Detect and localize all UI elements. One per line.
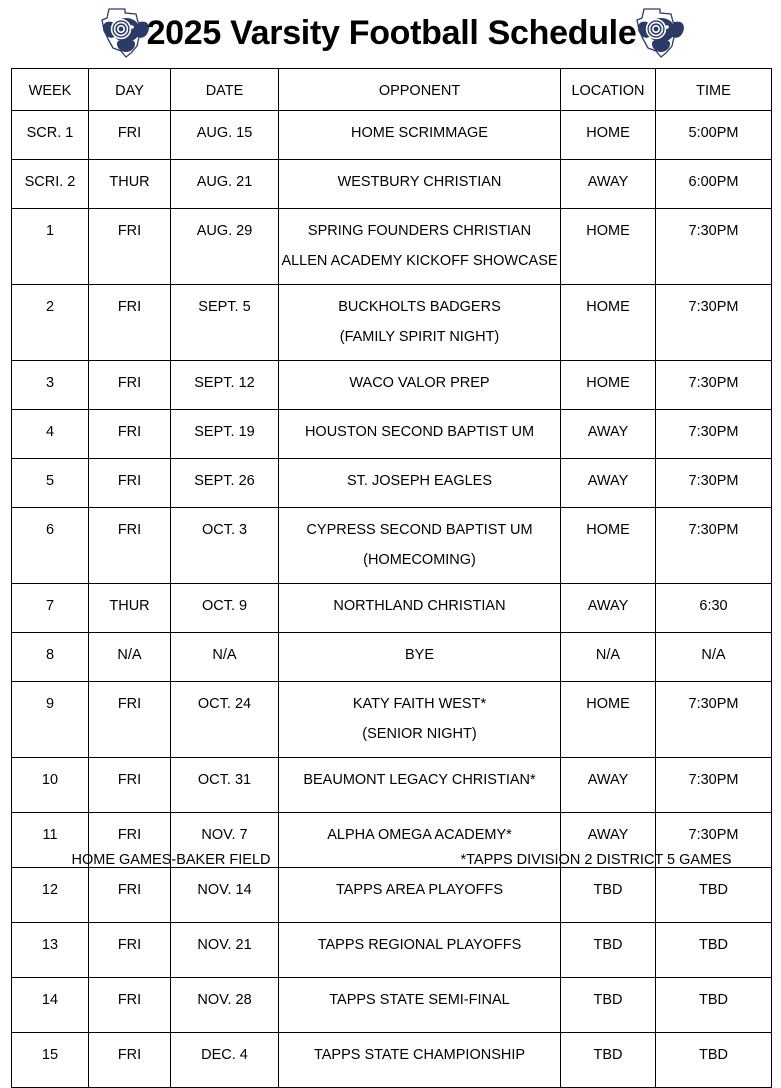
schedule-table xyxy=(11,68,772,1088)
opponent-line: NORTHLAND CHRISTIAN xyxy=(333,598,506,614)
opponent-line: HOME SCRIMMAGE xyxy=(351,125,488,141)
schedule-table-container xyxy=(11,68,771,1088)
cell-opponent xyxy=(279,978,561,1033)
cell-location: TBD xyxy=(561,868,656,923)
opponent-line: WACO VALOR PREP xyxy=(349,375,490,391)
table-row xyxy=(12,508,772,584)
cell-opponent xyxy=(279,868,561,923)
opponent-line: BEAUMONT LEGACY CHRISTIAN* xyxy=(303,772,536,788)
opponent-line: TAPPS STATE SEMI-FINAL xyxy=(329,992,510,1008)
cell-day: FRI xyxy=(89,410,171,459)
opponent-line: WESTBURY CHRISTIAN xyxy=(337,174,502,190)
cell-location: HOME xyxy=(561,111,656,160)
table-row xyxy=(12,633,772,682)
cell-location: TBD xyxy=(561,923,656,978)
cell-day: FRI xyxy=(89,361,171,410)
cell-week: 3 xyxy=(12,361,89,410)
cell-location: HOME xyxy=(561,508,656,584)
cell-opponent xyxy=(279,459,561,508)
cell-day: N/A xyxy=(89,633,171,682)
table-row xyxy=(12,459,772,508)
cell-opponent xyxy=(279,361,561,410)
texas-ram-logo-icon xyxy=(95,6,151,60)
page-title: 2025 Varsity Football Schedule xyxy=(146,14,637,52)
schedule-footer xyxy=(11,847,771,873)
opponent-line: HOUSTON SECOND BAPTIST UM xyxy=(304,424,535,440)
cell-location: HOME xyxy=(561,682,656,758)
cell-day: FRI xyxy=(89,285,171,361)
cell-week: 2 xyxy=(12,285,89,361)
table-row xyxy=(12,410,772,459)
cell-week: 4 xyxy=(12,410,89,459)
cell-day: FRI xyxy=(89,508,171,584)
opponent-line: CYPRESS SECOND BAPTIST UM xyxy=(306,522,533,538)
cell-day: FRI xyxy=(89,209,171,285)
cell-time: 7:30PM xyxy=(656,209,772,285)
cell-location: AWAY xyxy=(561,410,656,459)
cell-week: 15 xyxy=(12,1033,89,1088)
cell-time: N/A xyxy=(656,633,772,682)
footer-home-field-note: HOME GAMES-BAKER FIELD xyxy=(71,852,271,868)
cell-date: OCT. 24 xyxy=(171,682,279,758)
cell-day: FRI xyxy=(89,459,171,508)
cell-date: AUG. 15 xyxy=(171,111,279,160)
cell-day: FRI xyxy=(89,868,171,923)
column-header-week: WEEK xyxy=(12,69,89,111)
cell-opponent xyxy=(279,1033,561,1088)
table-body xyxy=(12,111,772,1088)
cell-location: N/A xyxy=(561,633,656,682)
cell-date: SEPT. 19 xyxy=(171,410,279,459)
cell-location: TBD xyxy=(561,1033,656,1088)
table-row xyxy=(12,682,772,758)
table-row xyxy=(12,978,772,1033)
cell-date: OCT. 3 xyxy=(171,508,279,584)
cell-time: 6:30 xyxy=(656,584,772,633)
cell-week: 12 xyxy=(12,868,89,923)
footer-district-games-note: *TAPPS DIVISION 2 DISTRICT 5 GAMES xyxy=(460,852,732,868)
cell-time: TBD xyxy=(656,978,772,1033)
opponent-line: BYE xyxy=(404,647,434,663)
cell-opponent xyxy=(279,633,561,682)
opponent-line: (HOMECOMING) xyxy=(363,552,476,568)
cell-date: SEPT. 12 xyxy=(171,361,279,410)
table-row xyxy=(12,285,772,361)
cell-date: AUG. 29 xyxy=(171,209,279,285)
table-row xyxy=(12,758,772,813)
cell-location: AWAY xyxy=(561,459,656,508)
cell-week: 14 xyxy=(12,978,89,1033)
cell-location: AWAY xyxy=(561,160,656,209)
cell-week: 10 xyxy=(12,758,89,813)
cell-opponent xyxy=(279,682,561,758)
cell-opponent xyxy=(279,410,561,459)
cell-week: 13 xyxy=(12,923,89,978)
cell-day: FRI xyxy=(89,111,171,160)
cell-time: 5:00PM xyxy=(656,111,772,160)
cell-week: 7 xyxy=(12,584,89,633)
column-header-date: DATE xyxy=(171,69,279,111)
cell-location: AWAY xyxy=(561,584,656,633)
table-row xyxy=(12,160,772,209)
cell-time: 7:30PM xyxy=(656,813,772,868)
cell-location: AWAY xyxy=(561,758,656,813)
opponent-line: TAPPS AREA PLAYOFFS xyxy=(335,882,504,898)
opponent-line: BUCKHOLTS BADGERS xyxy=(338,299,501,315)
cell-location: TBD xyxy=(561,978,656,1033)
cell-time: 7:30PM xyxy=(656,410,772,459)
cell-location: AWAY xyxy=(561,813,656,868)
cell-date: N/A xyxy=(171,633,279,682)
cell-time: 7:30PM xyxy=(656,682,772,758)
cell-day: FRI xyxy=(89,923,171,978)
cell-week: 1 xyxy=(12,209,89,285)
cell-opponent xyxy=(279,508,561,584)
cell-opponent xyxy=(279,285,561,361)
column-header-location: LOCATION xyxy=(561,69,656,111)
cell-time: 7:30PM xyxy=(656,459,772,508)
cell-week: 9 xyxy=(12,682,89,758)
cell-date: SEPT. 26 xyxy=(171,459,279,508)
cell-opponent xyxy=(279,111,561,160)
cell-week: 8 xyxy=(12,633,89,682)
cell-time: 6:00PM xyxy=(656,160,772,209)
opponent-line: (SENIOR NIGHT) xyxy=(362,726,477,742)
cell-time: TBD xyxy=(656,868,772,923)
opponent-line: (FAMILY SPIRIT NIGHT) xyxy=(339,329,500,345)
cell-day: THUR xyxy=(89,160,171,209)
cell-time: 7:30PM xyxy=(656,361,772,410)
cell-day: FRI xyxy=(89,978,171,1033)
cell-opponent xyxy=(279,209,561,285)
column-header-time: TIME xyxy=(656,69,772,111)
cell-location: HOME xyxy=(561,285,656,361)
cell-opponent xyxy=(279,758,561,813)
cell-date: NOV. 28 xyxy=(171,978,279,1033)
cell-location: HOME xyxy=(561,361,656,410)
cell-time: TBD xyxy=(656,1033,772,1088)
opponent-line: TAPPS REGIONAL PLAYOFFS xyxy=(317,937,522,953)
table-row xyxy=(12,868,772,923)
cell-time: 7:30PM xyxy=(656,508,772,584)
cell-week: 11 xyxy=(12,813,89,868)
table-row xyxy=(12,209,772,285)
cell-opponent xyxy=(279,923,561,978)
column-header-day: DAY xyxy=(89,69,171,111)
cell-day: FRI xyxy=(89,1033,171,1088)
table-header-row xyxy=(12,69,772,111)
cell-date: NOV. 21 xyxy=(171,923,279,978)
cell-week: 6 xyxy=(12,508,89,584)
cell-date: OCT. 31 xyxy=(171,758,279,813)
cell-day: FRI xyxy=(89,813,171,868)
opponent-line: SPRING FOUNDERS CHRISTIAN xyxy=(307,223,532,239)
column-header-opponent: OPPONENT xyxy=(279,69,561,111)
opponent-line: TAPPS STATE CHAMPIONSHIP xyxy=(313,1047,526,1063)
table-row xyxy=(12,361,772,410)
cell-time: 7:30PM xyxy=(656,285,772,361)
cell-day: FRI xyxy=(89,758,171,813)
texas-ram-logo-icon xyxy=(630,6,686,60)
cell-opponent xyxy=(279,160,561,209)
table-row xyxy=(12,111,772,160)
opponent-line: ALPHA OMEGA ACADEMY* xyxy=(327,827,512,843)
cell-day: FRI xyxy=(89,682,171,758)
cell-date: SEPT. 5 xyxy=(171,285,279,361)
cell-location: HOME xyxy=(561,209,656,285)
opponent-line: ST. JOSEPH EAGLES xyxy=(346,473,493,489)
cell-date: NOV. 14 xyxy=(171,868,279,923)
opponent-line: ALLEN ACADEMY KICKOFF SHOWCASE xyxy=(281,253,558,269)
cell-date: OCT. 9 xyxy=(171,584,279,633)
cell-date: AUG. 21 xyxy=(171,160,279,209)
cell-opponent xyxy=(279,584,561,633)
cell-week: SCR. 1 xyxy=(12,111,89,160)
cell-week: 5 xyxy=(12,459,89,508)
table-row xyxy=(12,1033,772,1088)
cell-day: THUR xyxy=(89,584,171,633)
cell-time: 7:30PM xyxy=(656,758,772,813)
page-header xyxy=(0,4,781,62)
cell-date: DEC. 4 xyxy=(171,1033,279,1088)
cell-date: NOV. 7 xyxy=(171,813,279,868)
cell-time: TBD xyxy=(656,923,772,978)
opponent-line: KATY FAITH WEST* xyxy=(352,696,487,712)
table-row xyxy=(12,923,772,978)
cell-week: SCRI. 2 xyxy=(12,160,89,209)
table-row xyxy=(12,584,772,633)
